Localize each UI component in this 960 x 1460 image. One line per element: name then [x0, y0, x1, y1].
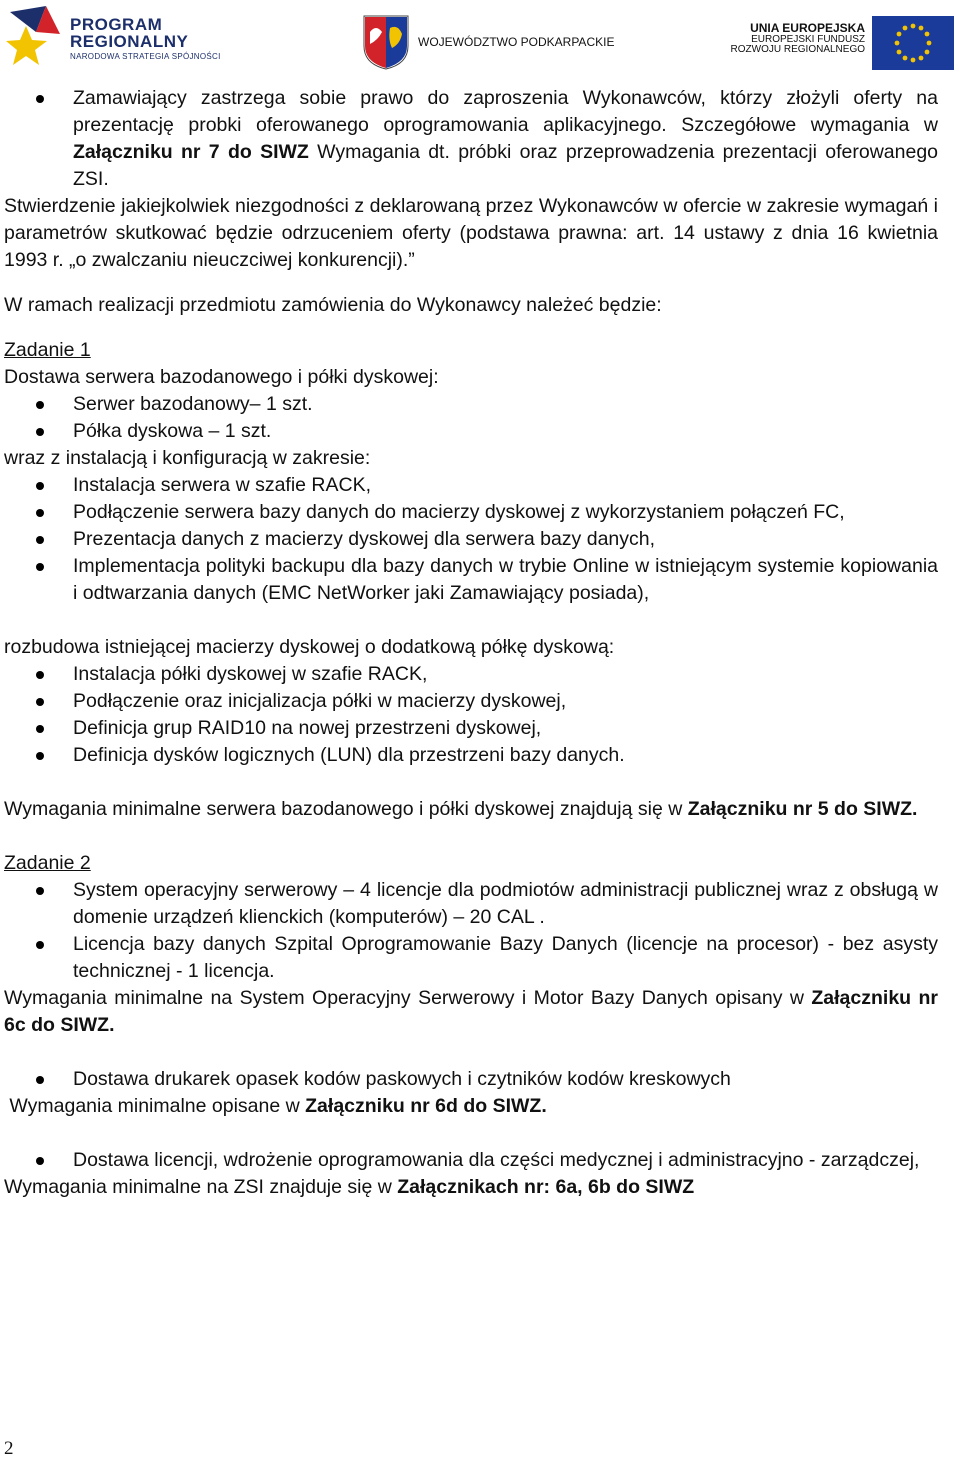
star-flag-icon [6, 4, 66, 70]
intro-list [4, 85, 938, 193]
task1-install-list [4, 472, 938, 607]
bullet-icon [36, 1076, 44, 1084]
list-item [4, 715, 938, 742]
requirements-text: Wymagania minimalne serwera bazodanowego i półki dyskowej znajdują się w [4, 798, 688, 820]
program-regionalny-logo [6, 4, 246, 70]
bullet-icon [36, 698, 44, 706]
list-item-text: Licencja bazy danych Szpital Oprogramowanie Bazy Danych (licencje na procesor) - bez asysty technicznej - 1 licencja. [73, 933, 938, 982]
bullet-icon [36, 428, 44, 436]
logo-line-1: PROGRAM [70, 15, 163, 34]
attachment-ref: Załączniku nr 6d do SIWZ. [305, 1095, 547, 1117]
list-item-text: Serwer bazodanowy– 1 szt. [73, 393, 313, 415]
list-item [4, 391, 938, 418]
list-item-text: Instalacja półki dyskowej w szafie RACK, [73, 663, 428, 685]
task1-heading: Zadanie 1 [4, 339, 91, 361]
eu-line-1: UNIA EUROPEJSKA [750, 21, 865, 35]
document-body [4, 85, 938, 1201]
bullet-icon [36, 95, 44, 103]
list-item-text: Dostawa drukarek opasek kodów paskowych i czytników kodów kreskowych [73, 1068, 731, 1090]
requirements-text: Wymagania minimalne na ZSI znajduje się w [4, 1176, 398, 1198]
task2-list [4, 877, 938, 985]
bullet-icon [36, 563, 44, 571]
list-item [4, 553, 938, 607]
bullet-icon [36, 509, 44, 517]
bullet-icon [36, 482, 44, 490]
list-item [4, 526, 938, 553]
attachment-ref: Załączniku nr 5 do SIWZ. [687, 798, 918, 820]
list-item-text: Definicja dysków logicznych (LUN) dla przestrzeni bazy danych. [73, 744, 625, 766]
task2-heading: Zadanie 2 [4, 852, 91, 874]
task1-requirements [4, 796, 938, 823]
list-item [4, 661, 938, 688]
intro-text-1: Zamawiający zastrzega sobie prawo do zaproszenia Wykonawców, którzy złożyli oferty na prezentację probki oferowanego oprogramowania aplikacyjnego. Szczegółowe wymagania w [73, 87, 938, 136]
licenses-requirements [4, 1174, 938, 1201]
task1-expansion-list [4, 661, 938, 769]
printers-list [4, 1066, 938, 1093]
bullet-icon [36, 941, 44, 949]
bullet-icon [36, 887, 44, 895]
eu-line-3: ROZWOJU REGIONALNEGO [730, 44, 865, 56]
intro-text-2: Wymagania dt. próbki oraz przeprowadzenia prezentacji oferowanego ZSI. [73, 141, 939, 190]
intro-attachment-ref: Załączniku nr 7 do SIWZ [73, 141, 309, 163]
bullet-icon [36, 1157, 44, 1165]
eu-flag-icon [872, 16, 954, 70]
requirements-text: Wymagania minimalne na System Operacyjny Serwerowy i Motor Bazy Danych opisany w [4, 987, 812, 1009]
list-item [4, 472, 938, 499]
list-item-text: Implementacja polityki backupu dla bazy danych w trybie Online w istniejącym systemie kopiowania i odtwarzania danych (EMC NetWorker jaki Zamawiający posiada), [73, 555, 938, 604]
task1-delivery-list [4, 391, 938, 445]
task2-requirements [4, 985, 938, 1039]
bullet-icon [36, 752, 44, 760]
list-item [4, 877, 938, 931]
list-item [4, 499, 938, 526]
compliance-paragraph: Stwierdzenie jakiejkolwiek niezgodności z deklarowaną przez Wykonawców w ofercie w zakresie wymagań i parametrów skutkować będzie odrzuceniem oferty (podstawa prawna: art. 14 ustawy z dnia 16 kwietnia 1993 r. „o zwalczaniu nieuczciwej konkurencji).” [4, 195, 938, 271]
scope-intro: W ramach realizacji przedmiotu zamówienia do Wykonawcy należeć będzie: [4, 294, 662, 316]
list-item-text: Dostawa licencji, wdrożenie oprogramowania dla części medycznej i administracyjno - zarządczej, [73, 1149, 920, 1171]
list-item-text: System operacyjny serwerowy – 4 licencje dla podmiotów administracji publicznej wraz z obsługą w domenie urządzeń klienckich (komputerów) – 20 CAL . [73, 879, 938, 928]
list-item [4, 1066, 938, 1093]
list-item-text: Instalacja serwera w szafie RACK, [73, 474, 372, 496]
list-item [4, 742, 938, 769]
document-header [0, 0, 960, 75]
list-item-text: Podłączenie oraz inicjalizacja półki w macierzy dyskowej, [73, 690, 567, 712]
eu-logo [720, 16, 955, 72]
task1-expansion-intro: rozbudowa istniejącej macierzy dyskowej o dodatkową półkę dyskową: [4, 636, 615, 658]
region-name: WOJEWÓDZTWO PODKARPACKIE [418, 35, 615, 49]
requirements-text: Wymagania minimalne opisane w [4, 1095, 306, 1117]
list-item-text: Półka dyskowa – 1 szt. [73, 420, 272, 442]
list-item-text: Podłączenie serwera bazy danych do macierzy dyskowej z wykorzystaniem połączeń FC, [73, 501, 845, 523]
list-item [4, 418, 938, 445]
logo-line-3: NARODOWA STRATEGIA SPÓJNOŚCI [70, 52, 221, 61]
list-item [4, 688, 938, 715]
attachment-ref: Załącznikach nr: 6a, 6b do SIWZ [397, 1176, 695, 1198]
licenses-list [4, 1147, 938, 1174]
bullet-icon [36, 401, 44, 409]
list-item-text: Prezentacja danych z macierzy dyskowej dla serwera bazy danych, [73, 528, 656, 550]
coat-of-arms-icon [362, 14, 410, 70]
printers-requirements [4, 1093, 938, 1120]
bullet-icon [36, 536, 44, 544]
bullet-icon [36, 671, 44, 679]
logo-line-2: REGIONALNY [70, 32, 189, 51]
attachment-ref: Załączniku nr 6c do SIWZ. [4, 987, 938, 1036]
list-item [4, 1147, 938, 1174]
task1-install-intro: wraz z instalacją i konfiguracją w zakresie: [4, 447, 371, 469]
eu-line-2: EUROPEJSKI FUNDUSZ [751, 33, 865, 45]
page-number: 2 [4, 1438, 14, 1459]
wojewodztwo-logo [362, 14, 622, 70]
bullet-icon [36, 725, 44, 733]
list-item-text: Definicja grup RAID10 na nowej przestrzeni dyskowej, [73, 717, 542, 739]
list-item [4, 931, 938, 985]
list-item [4, 85, 938, 193]
task1-delivery-intro: Dostawa serwera bazodanowego i półki dyskowej: [4, 366, 439, 388]
